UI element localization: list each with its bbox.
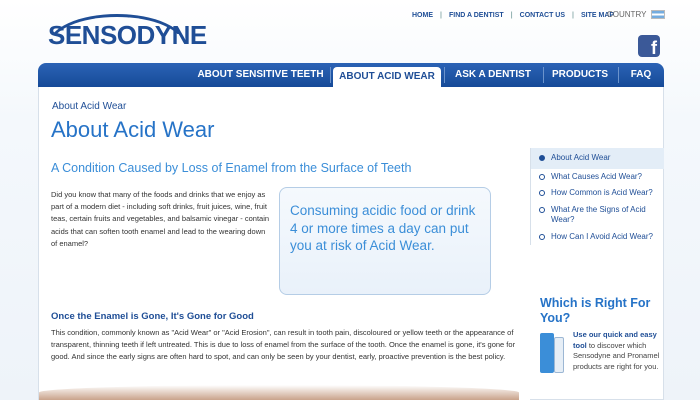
nav-divider [543, 67, 544, 83]
contact-us-link[interactable]: CONTACT US [519, 12, 566, 19]
util-separator: | [572, 12, 574, 19]
sensodyne-logo[interactable]: SENSODYNE [48, 20, 207, 50]
right-panel-body [573, 330, 663, 372]
bullet-icon [539, 155, 545, 161]
find-a-dentist-link[interactable]: FIND A DENTIST [448, 12, 504, 19]
side-item-label: What Are the Signs of Acid Wear? [551, 204, 646, 224]
tab-about-acid-wear[interactable]: ABOUT ACID WEAR [333, 67, 441, 87]
page-title: About Acid Wear [51, 117, 215, 142]
right-panel-heading: Which is Right For You? [540, 296, 651, 325]
section-body: This condition, commonly known as "Acid Wear" or "Acid Erosion", can result in tooth pain, discoloured or yellow teeth or the appearance of transparent, thinning teeth if left untreated. This is due to loss of enamel from the surface of the tooth. Once the enamel is gone, it's gone for good. And since the early signs are often hard to spot, and can only be seen by your dentist, early, proactive prevention is the best policy. [51, 328, 516, 362]
tab-faq[interactable]: FAQ [630, 69, 652, 80]
side-item-label: About Acid Wear [551, 153, 611, 162]
utility-nav [405, 12, 621, 19]
home-link[interactable]: HOME [412, 12, 433, 19]
quick-tool-link[interactable]: Use our quick and easy tool [573, 330, 657, 350]
side-menu [530, 148, 664, 245]
intro-paragraph: Did you know that many of the foods and drinks that we enjoy as part of a modern diet - including soft drinks, fruit juices, wine, fruit teas, certain fruits and vegetables, and balsamic vinegar - contain acids that can soften tooth enamel and lead to the wearing down of enamel? [51, 190, 270, 248]
bullet-icon [539, 174, 545, 180]
product-image[interactable] [540, 327, 570, 377]
util-separator: | [510, 12, 513, 19]
breadcrumb[interactable]: About Acid Wear [52, 101, 127, 112]
flag-icon [651, 10, 665, 19]
nav-divider [444, 67, 445, 83]
tab-products[interactable]: PRODUCTS [551, 69, 609, 80]
site-map-link[interactable]: SITE MAP [580, 12, 615, 19]
side-item-label: What Causes Acid Wear? [551, 171, 643, 181]
facebook-icon[interactable]: f [638, 35, 660, 57]
side-item-about-acid-wear[interactable] [531, 148, 664, 169]
country-selector[interactable] [607, 10, 665, 19]
side-item-label: How Common is Acid Wear? [551, 188, 653, 197]
bullet-icon [539, 234, 545, 240]
nav-divider [618, 67, 619, 83]
tab-ask-a-dentist[interactable]: ASK A DENTIST [455, 69, 531, 80]
bullet-icon [539, 190, 545, 196]
teeth-image [39, 385, 519, 400]
nav-divider [330, 67, 331, 83]
main-nav [38, 63, 664, 87]
bullet-icon [539, 207, 545, 213]
country-label: COUNTRY [607, 10, 647, 19]
side-item-what-causes[interactable] [531, 169, 664, 186]
section-heading: Once the Enamel is Gone, It's Gone for Good [51, 311, 254, 322]
util-separator: | [440, 12, 442, 19]
callout-box: Consuming acidic food or drink 4 or more times a day can put you at risk of Acid Wear. [279, 187, 491, 295]
tab-about-sensitive-teeth[interactable]: ABOUT SENSITIVE TEETH [197, 69, 324, 80]
side-item-how-common[interactable] [531, 185, 664, 202]
right-panel-text: to discover which Sensodyne and Pronamel products are right for you. [573, 340, 660, 371]
side-item-signs[interactable] [531, 202, 664, 229]
product-box [540, 333, 554, 373]
page-subtitle: A Condition Caused by Loss of Enamel from the Surface of Teeth [51, 161, 412, 175]
product-tube [554, 337, 564, 373]
side-item-label: How Can I Avoid Acid Wear? [551, 231, 653, 241]
side-item-avoid[interactable] [531, 229, 664, 246]
